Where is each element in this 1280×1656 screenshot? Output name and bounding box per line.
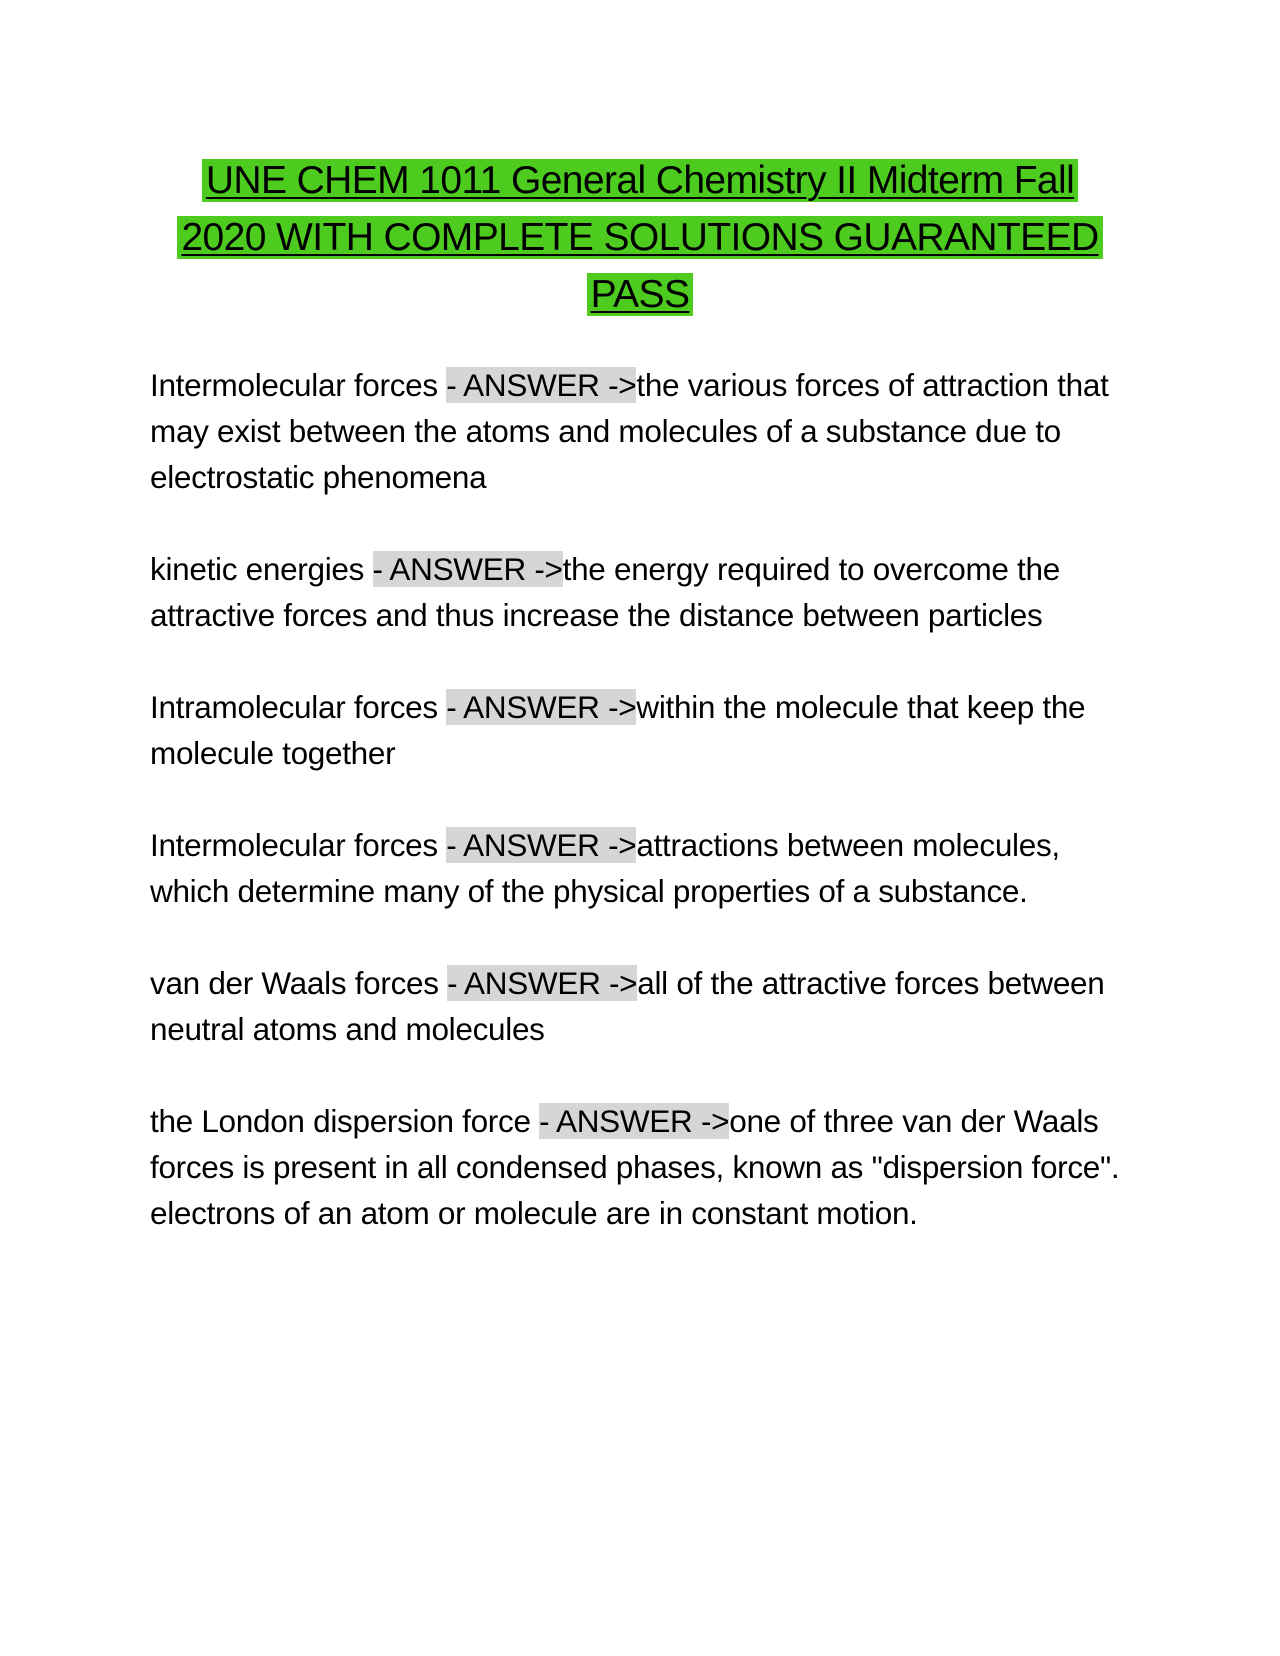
title-line-3 xyxy=(150,266,1130,323)
qa-term: Intramolecular forces xyxy=(150,689,447,725)
qa-definition: all of the attractive forces between neutral atoms and molecules xyxy=(150,965,1105,1047)
qa-definition: one of three van der Waals forces is present in all condensed phases, known as "dispersion force". electrons of an atom or molecule are in constant motion. xyxy=(150,1103,1120,1231)
qa-definition: attractions between molecules, which determine many of the physical properties of a substance. xyxy=(150,827,1060,909)
title-highlight: UNE CHEM 1011 General Chemistry II Midterm Fall xyxy=(202,159,1078,202)
title-line-1 xyxy=(150,152,1130,209)
answer-tag: - ANSWER -> xyxy=(539,1103,730,1139)
qa-term: the London dispersion force xyxy=(150,1103,540,1139)
qa-entry xyxy=(150,1098,1140,1236)
qa-definition: the various forces of attraction that may exist between the atoms and molecules of a substance due to electrostatic phenomena xyxy=(150,367,1109,495)
title-line-2 xyxy=(150,209,1130,266)
answer-tag: - ANSWER -> xyxy=(446,367,637,403)
qa-definition: the energy required to overcome the attractive forces and thus increase the distance between particles xyxy=(150,551,1060,633)
qa-definition: within the molecule that keep the molecule together xyxy=(150,689,1086,771)
answer-tag: - ANSWER -> xyxy=(447,965,638,1001)
qa-entry xyxy=(150,684,1140,776)
title-highlight: PASS xyxy=(587,273,694,316)
document-title xyxy=(150,152,1130,323)
qa-term: van der Waals forces xyxy=(150,965,448,1001)
answer-tag: - ANSWER -> xyxy=(372,551,563,587)
qa-list xyxy=(150,362,1140,1282)
answer-tag: - ANSWER -> xyxy=(446,827,637,863)
qa-term: Intermolecular forces xyxy=(150,827,447,863)
qa-entry xyxy=(150,546,1140,638)
answer-tag: - ANSWER -> xyxy=(446,689,637,725)
qa-term: kinetic energies xyxy=(150,551,373,587)
title-highlight: 2020 WITH COMPLETE SOLUTIONS GUARANTEED xyxy=(177,216,1102,259)
qa-entry xyxy=(150,362,1140,500)
qa-entry xyxy=(150,960,1140,1052)
qa-term: Intermolecular forces xyxy=(150,367,447,403)
qa-entry xyxy=(150,822,1140,914)
